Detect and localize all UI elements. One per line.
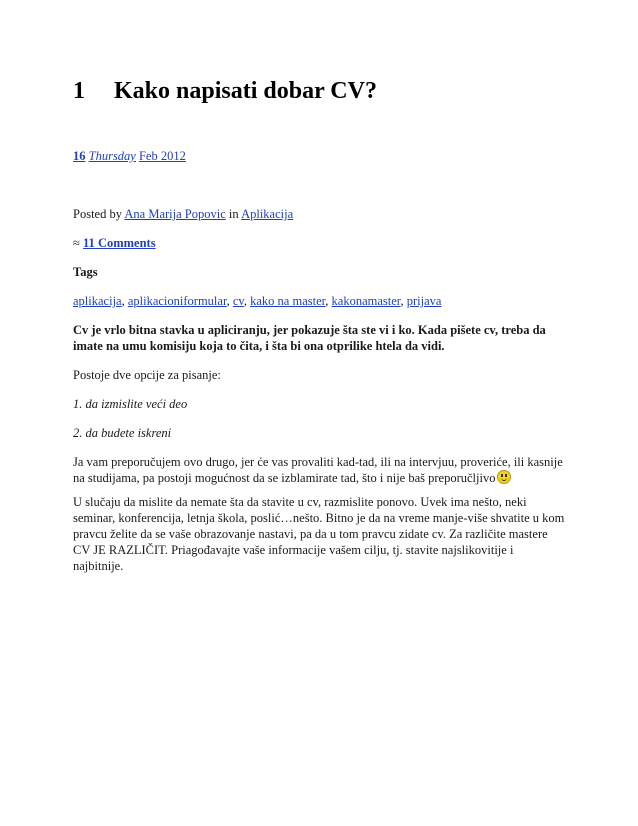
in-word: in (228, 207, 239, 221)
tag-link[interactable]: aplikacioniformular (127, 294, 227, 308)
tag-link[interactable]: kako na master (250, 294, 326, 308)
recommendation-paragraph (73, 454, 565, 486)
date-day[interactable]: 16 (73, 149, 86, 163)
comments-word: Comments (97, 236, 156, 250)
advice-paragraph: U slučaju da mislite da nemate šta da stavite u cv, razmislite ponovo. Uvek ima nešto, neki seminar, konferencija, letnja škola, poslić…nešto. Bitno je da na vreme manje-više shvatite u kom pravcu želite da se vaše obrazovanje nastavi, pa da u tom pravcu zidate cv. Za različite mastere CV JE RAZLIČIT. Priagođavajte vaše informacije vašem cilju, tj. stavite najslikovitije i najbitnije. (73, 495, 565, 573)
posted-by-prefix: Posted by (73, 207, 122, 221)
tag-link[interactable]: prijava (406, 294, 442, 308)
tags-label: Tags (73, 265, 98, 279)
smiley-icon (497, 470, 511, 484)
option-2: 2. da budete iskreni (73, 426, 172, 440)
option-1: 1. da izmislite veći deo (73, 397, 188, 411)
tags-list: aplikacija, aplikacioniformular, cv, kako na master, kakonamaster, prijava (73, 294, 442, 308)
tag-link[interactable]: aplikacija (73, 294, 122, 308)
date-month-year[interactable]: Feb 2012 (138, 149, 186, 163)
post-byline (73, 206, 293, 222)
post-heading (73, 76, 377, 106)
options-heading: Postoje dve opcije za pisanje: (73, 368, 221, 382)
post-title: Kako napisati dobar CV? (114, 78, 377, 104)
comments-line (73, 235, 156, 251)
category-link[interactable]: Aplikacija (241, 207, 294, 221)
comments-link[interactable] (83, 236, 156, 250)
intro-paragraph: Cv je vrlo bitna stavka u apliciranju, jer pokazuje šta ste vi i ko. Kada pišete cv, treba da imate na umu komisiju koja to čita, i šta bi ona otprilike htela da vidi. (73, 323, 546, 353)
comments-count: 11 (83, 236, 95, 250)
date-weekday[interactable]: Thursday (88, 149, 136, 163)
tag-link[interactable]: cv (232, 294, 244, 308)
tag-link[interactable]: kakonamaster (331, 294, 401, 308)
author-link[interactable]: Ana Marija Popovic (124, 207, 226, 221)
comments-prefix: ≈ (73, 236, 80, 250)
recommendation-text: Ja vam preporučujem ovo drugo, jer će vas provaliti kad-tad, ili na intervjuu, proveriće, ili kasnije na studijama, pa postoji mogućnost da se izblamirate tad, što i nije baš preporučljivo (73, 455, 563, 485)
heading-number: 1 (73, 78, 85, 104)
post-date[interactable] (73, 148, 186, 164)
